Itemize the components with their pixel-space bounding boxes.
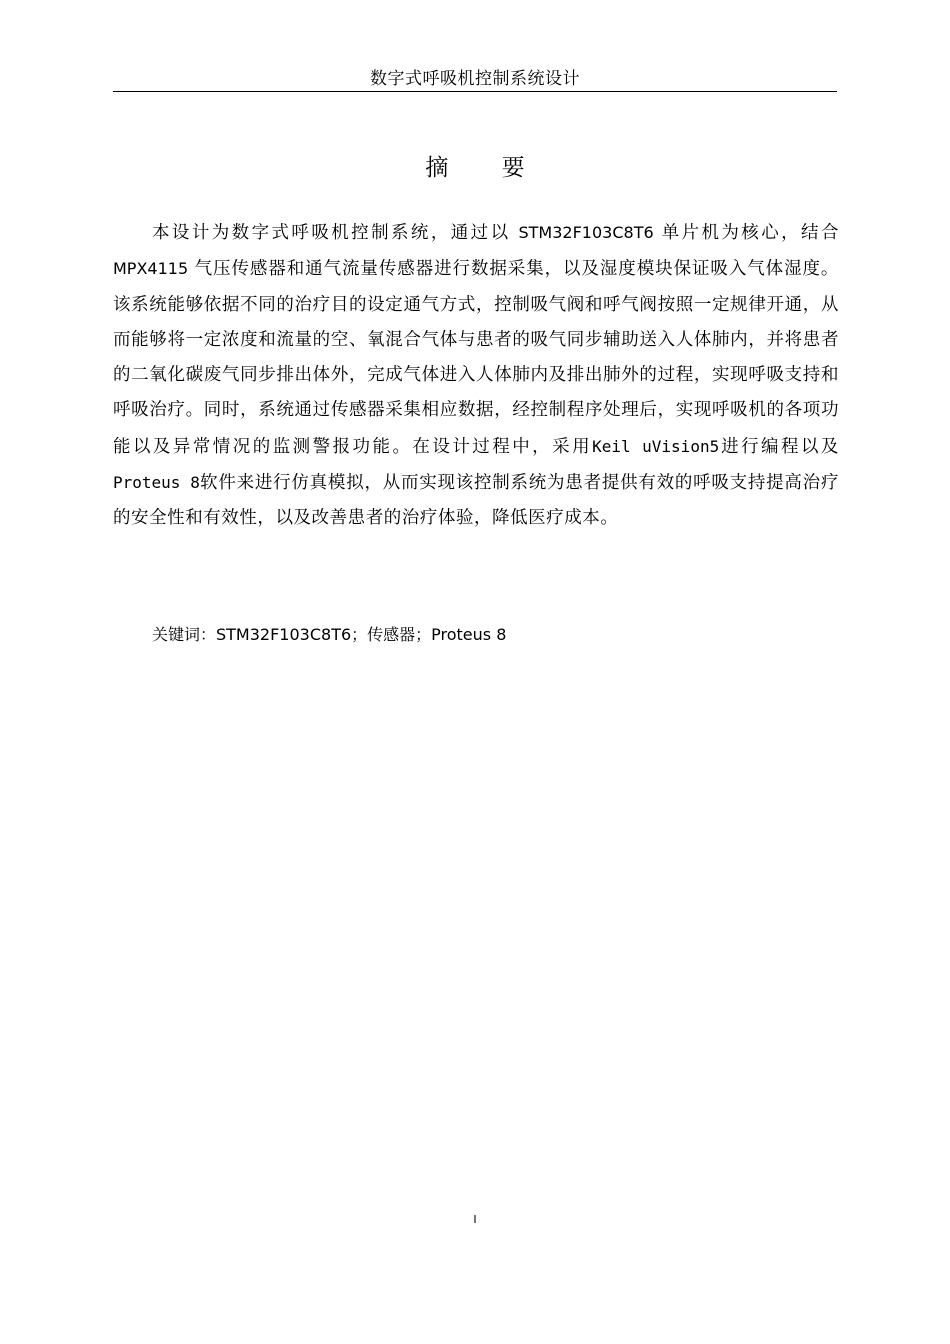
abstract-text-3: 气压传感器和通气流量传感器进行数据采集，以及湿度模块保证吸入气体湿度。该系统能够依据不同的治疗目的设定通气方式，控制吸气阀和呼气阀按照一定规律开通，从而能够将一定浓度和流量的空、氧混合气体与患者的吸气同步辅助送入人体肺内，并将患者的二氧化碳废气同步排出体外，完成气体进入人体肺内及排出肺外的过程，实现呼吸支持和呼吸治疗。同时，系统通过传感器采集相应数据，经控制程序处理后，实现呼吸机的各项功能以及异常情况的监测警报功能。在设计过程中，采用	[113, 259, 839, 457]
abstract-text-1: 本设计为数字式呼吸机控制系统，通过以	[152, 223, 519, 243]
abstract-paragraph	[113, 215, 839, 537]
page-number: I	[473, 1213, 477, 1226]
abstract-text-4: 进行编程以及	[719, 436, 839, 457]
abstract-text-2: 单片机为核心，结合	[653, 223, 840, 243]
tool-keil: Keil uVision5	[592, 436, 720, 456]
running-header: 数字式呼吸机控制系统设计	[370, 69, 580, 89]
header-divider	[113, 91, 837, 92]
keywords-line: 关键词：STM32F103C8T6；传感器；Proteus 8	[152, 625, 507, 644]
sensor-model: MPX4115	[113, 259, 189, 279]
abstract-title: 摘 要	[425, 155, 548, 181]
abstract-text-5: 软件来进行仿真模拟，从而实现该控制系统为患者提供有效的呼吸支持提高治疗的安全性和有效性，以及改善患者的治疗体验，降低医疗成本。	[113, 473, 839, 529]
mcu-model: STM32F103C8T6	[518, 223, 654, 242]
tool-proteus: Proteus 8	[113, 473, 200, 493]
